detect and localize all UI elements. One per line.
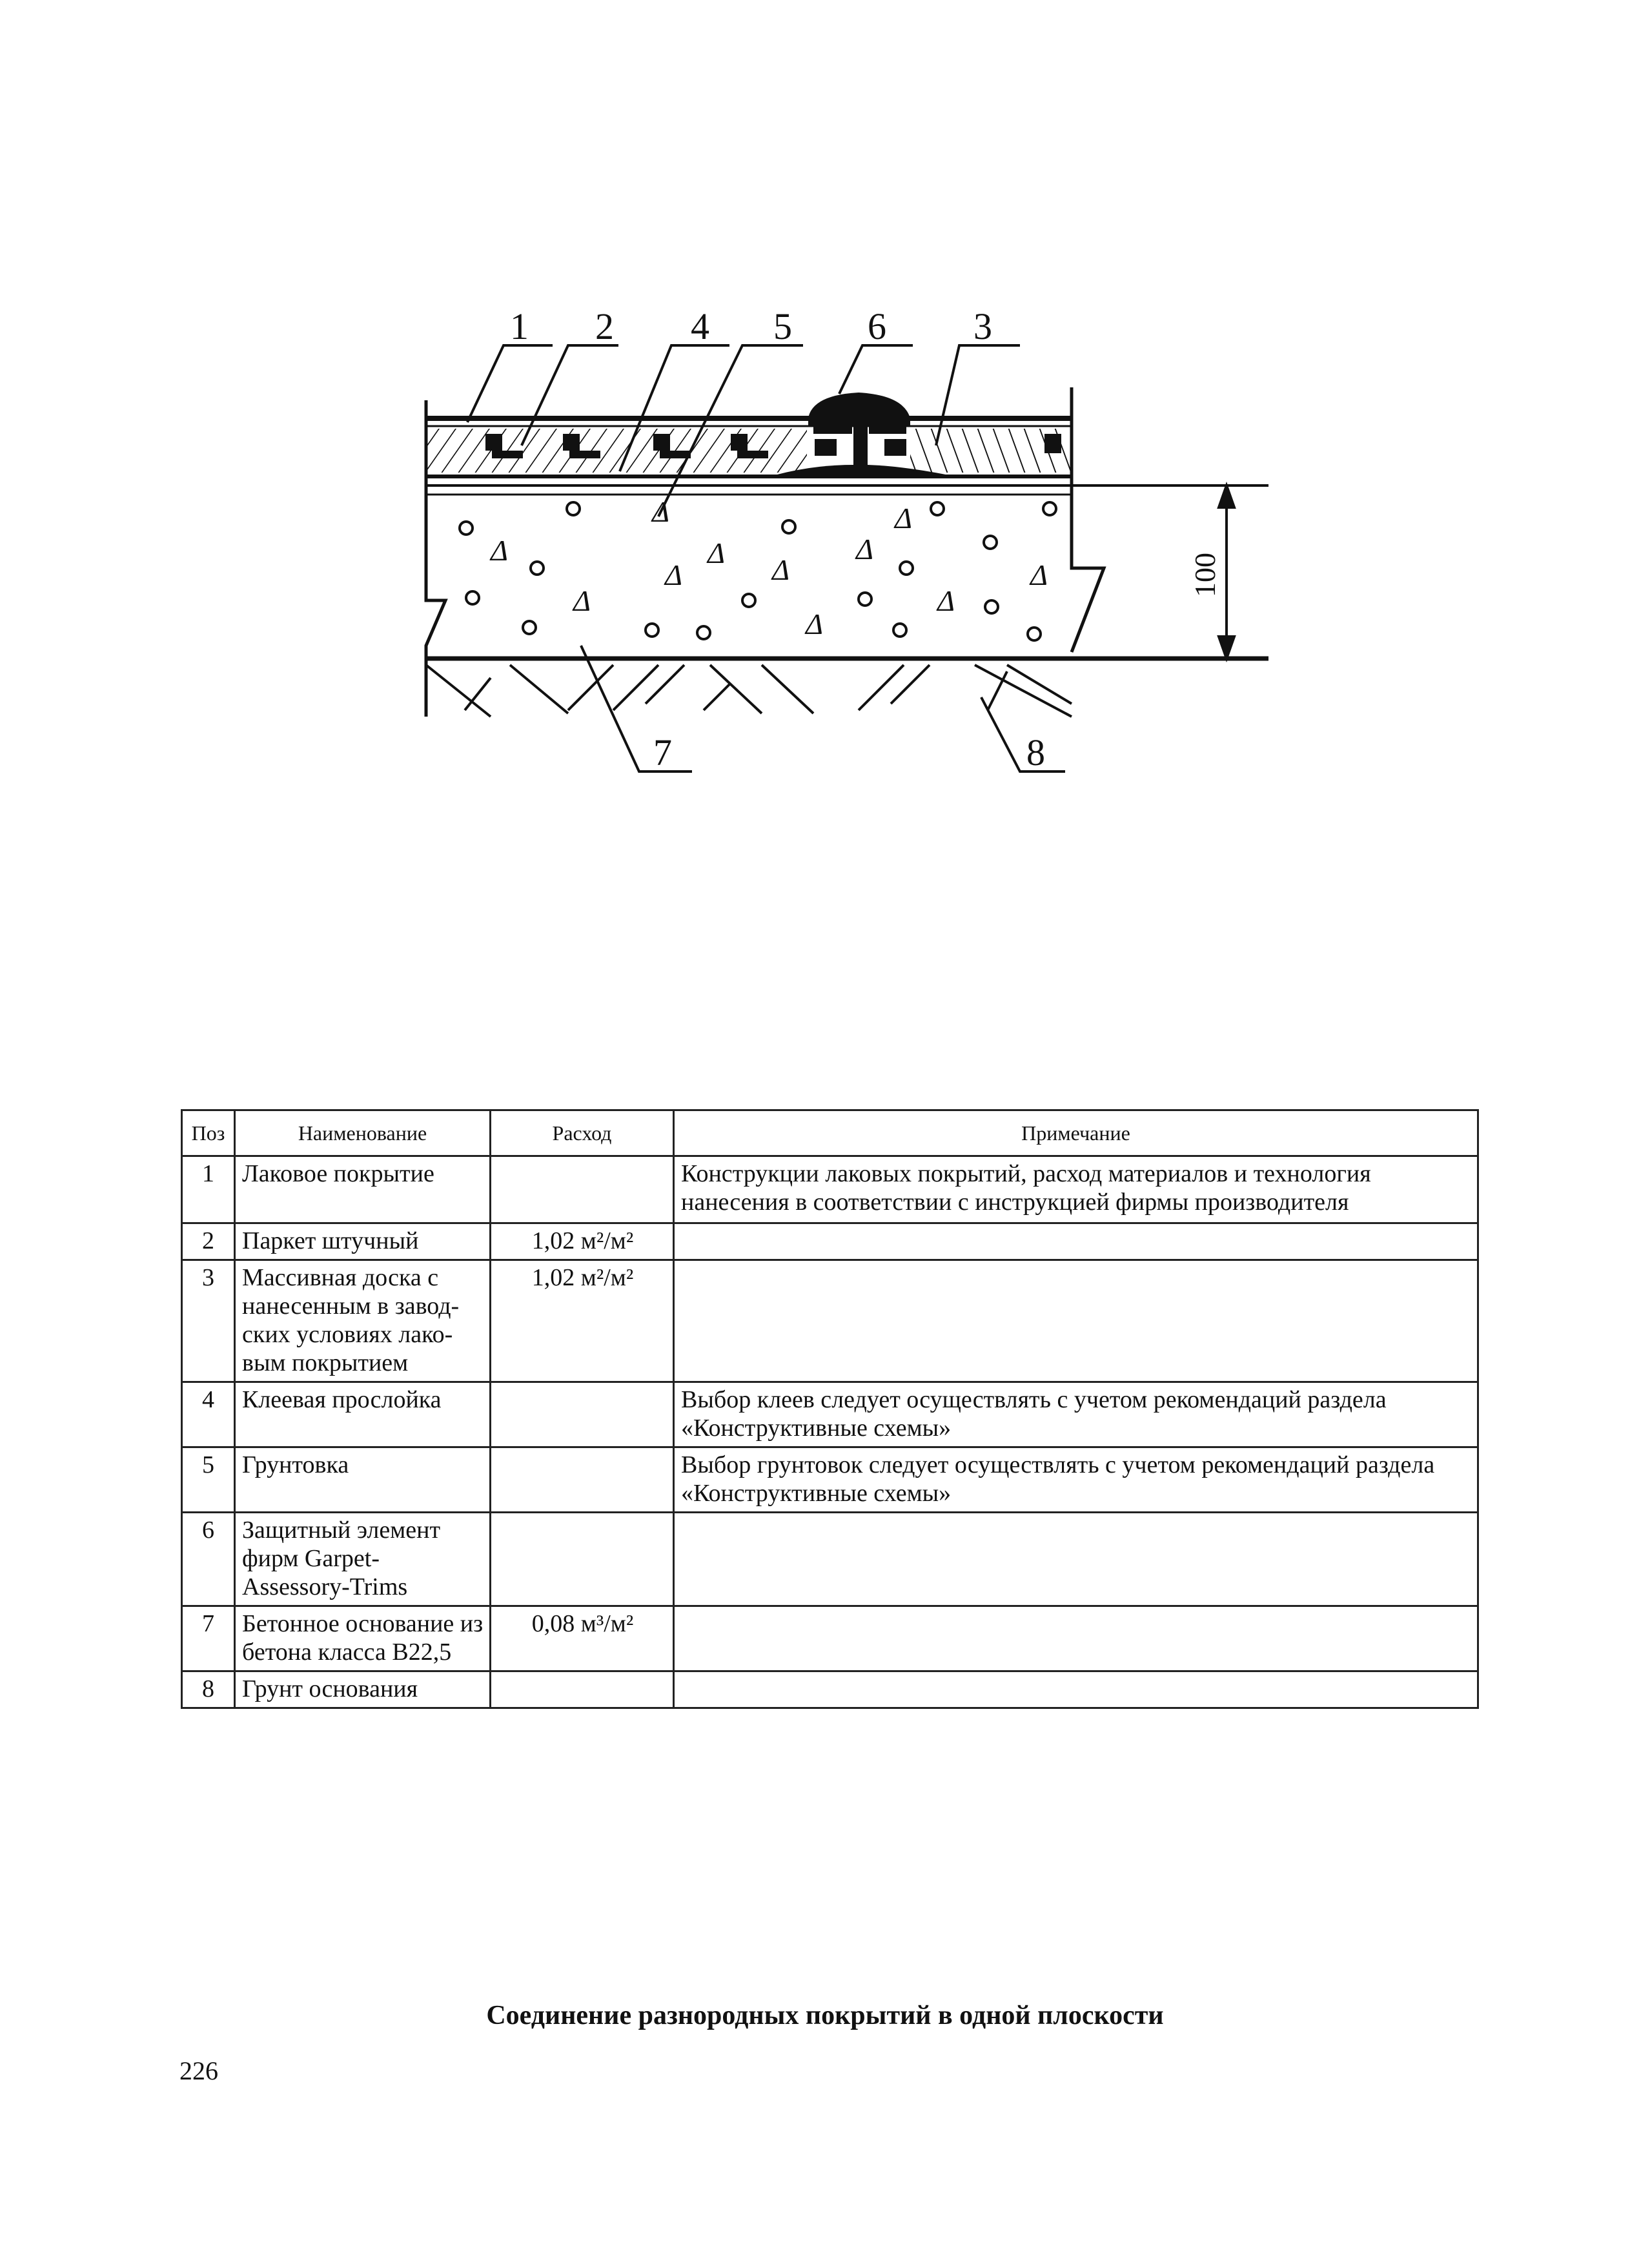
svg-text:Δ: Δ	[895, 502, 912, 535]
callout-6: 6	[868, 305, 886, 347]
svg-text:Δ: Δ	[491, 534, 508, 567]
row-pos: 7	[182, 1606, 235, 1671]
row-pos: 4	[182, 1382, 235, 1447]
leader-lines	[467, 345, 1065, 771]
svg-text:Δ: Δ	[573, 584, 591, 617]
floor-section-drawing	[400, 303, 1291, 807]
callout-8: 8	[1026, 731, 1045, 773]
dimension-label: 100	[1188, 553, 1221, 597]
callout-5: 5	[773, 305, 792, 347]
figure-caption: Соединение разнородных покрытий в одной плоскости	[486, 2001, 1164, 2030]
row-note: Выбор клеев следует осуществлять с учетом рекомендаций раздела «Конструктивные схемы»	[674, 1382, 1478, 1447]
row-note: Конструкции лаковых покрытий, расход материалов и технология нанесения в соответствии с инструкцией фирмы производителя	[674, 1156, 1478, 1223]
table-row	[182, 1382, 1478, 1447]
table-row	[182, 1671, 1478, 1708]
row-name: Грунт основания	[235, 1671, 491, 1708]
row-usage	[491, 1382, 674, 1447]
row-usage: 0,08 м³/м²	[491, 1606, 674, 1671]
table-row	[182, 1156, 1478, 1223]
callout-2: 2	[595, 305, 614, 347]
callout-4: 4	[691, 305, 709, 347]
concrete-base	[426, 495, 1268, 659]
row-usage: 1,02 м²/м²	[491, 1260, 674, 1382]
page-number: 226	[179, 2056, 218, 2085]
row-note	[674, 1260, 1478, 1382]
table-row	[182, 1223, 1478, 1260]
svg-text:Δ: Δ	[772, 553, 789, 586]
soil-base	[426, 665, 1072, 717]
callout-7: 7	[653, 731, 672, 773]
row-name: Грунтовка	[235, 1447, 491, 1513]
svg-text:Δ: Δ	[708, 536, 725, 569]
svg-text:Δ: Δ	[937, 584, 955, 617]
row-note	[674, 1606, 1478, 1671]
callout-3: 3	[973, 305, 992, 347]
row-usage	[491, 1671, 674, 1708]
table-row	[182, 1447, 1478, 1513]
solid-board-layer	[910, 429, 1072, 473]
row-note	[674, 1513, 1478, 1606]
coating-layer	[426, 418, 1072, 426]
row-usage	[491, 1447, 674, 1513]
table-header-row	[182, 1110, 1478, 1156]
row-pos: 1	[182, 1156, 235, 1223]
svg-text:Δ: Δ	[856, 533, 873, 566]
row-note: Выбор грунтовок следует осуществлять с учетом рекомендаций раздела «Конструктивные схемы»	[674, 1447, 1478, 1513]
svg-text:Δ: Δ	[652, 495, 669, 528]
row-usage	[491, 1513, 674, 1606]
row-pos: 2	[182, 1223, 235, 1260]
header-name: Наименование	[235, 1110, 491, 1156]
row-name: Защитный элемент фирм Garpet-Assessory-Trims	[235, 1513, 491, 1606]
row-name: Массивная доска с нанесенным в заводских условиях лаковым покрытием	[235, 1260, 491, 1382]
svg-text:Δ: Δ	[806, 608, 823, 640]
row-pos: 8	[182, 1671, 235, 1708]
header-usage: Расход	[491, 1110, 674, 1156]
parquet-layer	[426, 429, 807, 473]
row-pos: 3	[182, 1260, 235, 1382]
row-note	[674, 1223, 1478, 1260]
table-row	[182, 1260, 1478, 1382]
row-name: Бетонное основание из бетона класса B22,5	[235, 1606, 491, 1671]
row-usage: 1,02 м²/м²	[491, 1223, 674, 1260]
callout-1: 1	[510, 305, 529, 347]
header-note: Примечание	[674, 1110, 1478, 1156]
row-usage	[491, 1156, 674, 1223]
svg-text:Δ: Δ	[665, 558, 682, 591]
row-name: Лаковое покрытие	[235, 1156, 491, 1223]
table-row	[182, 1513, 1478, 1606]
row-name: Паркет штучный	[235, 1223, 491, 1260]
specification-table	[181, 1109, 1479, 1709]
header-pos: Поз	[182, 1110, 235, 1156]
row-pos: 5	[182, 1447, 235, 1513]
table-row	[182, 1606, 1478, 1671]
row-note	[674, 1671, 1478, 1708]
row-pos: 6	[182, 1513, 235, 1606]
row-name: Клеевая прослойка	[235, 1382, 491, 1447]
svg-text:Δ: Δ	[1030, 558, 1048, 591]
